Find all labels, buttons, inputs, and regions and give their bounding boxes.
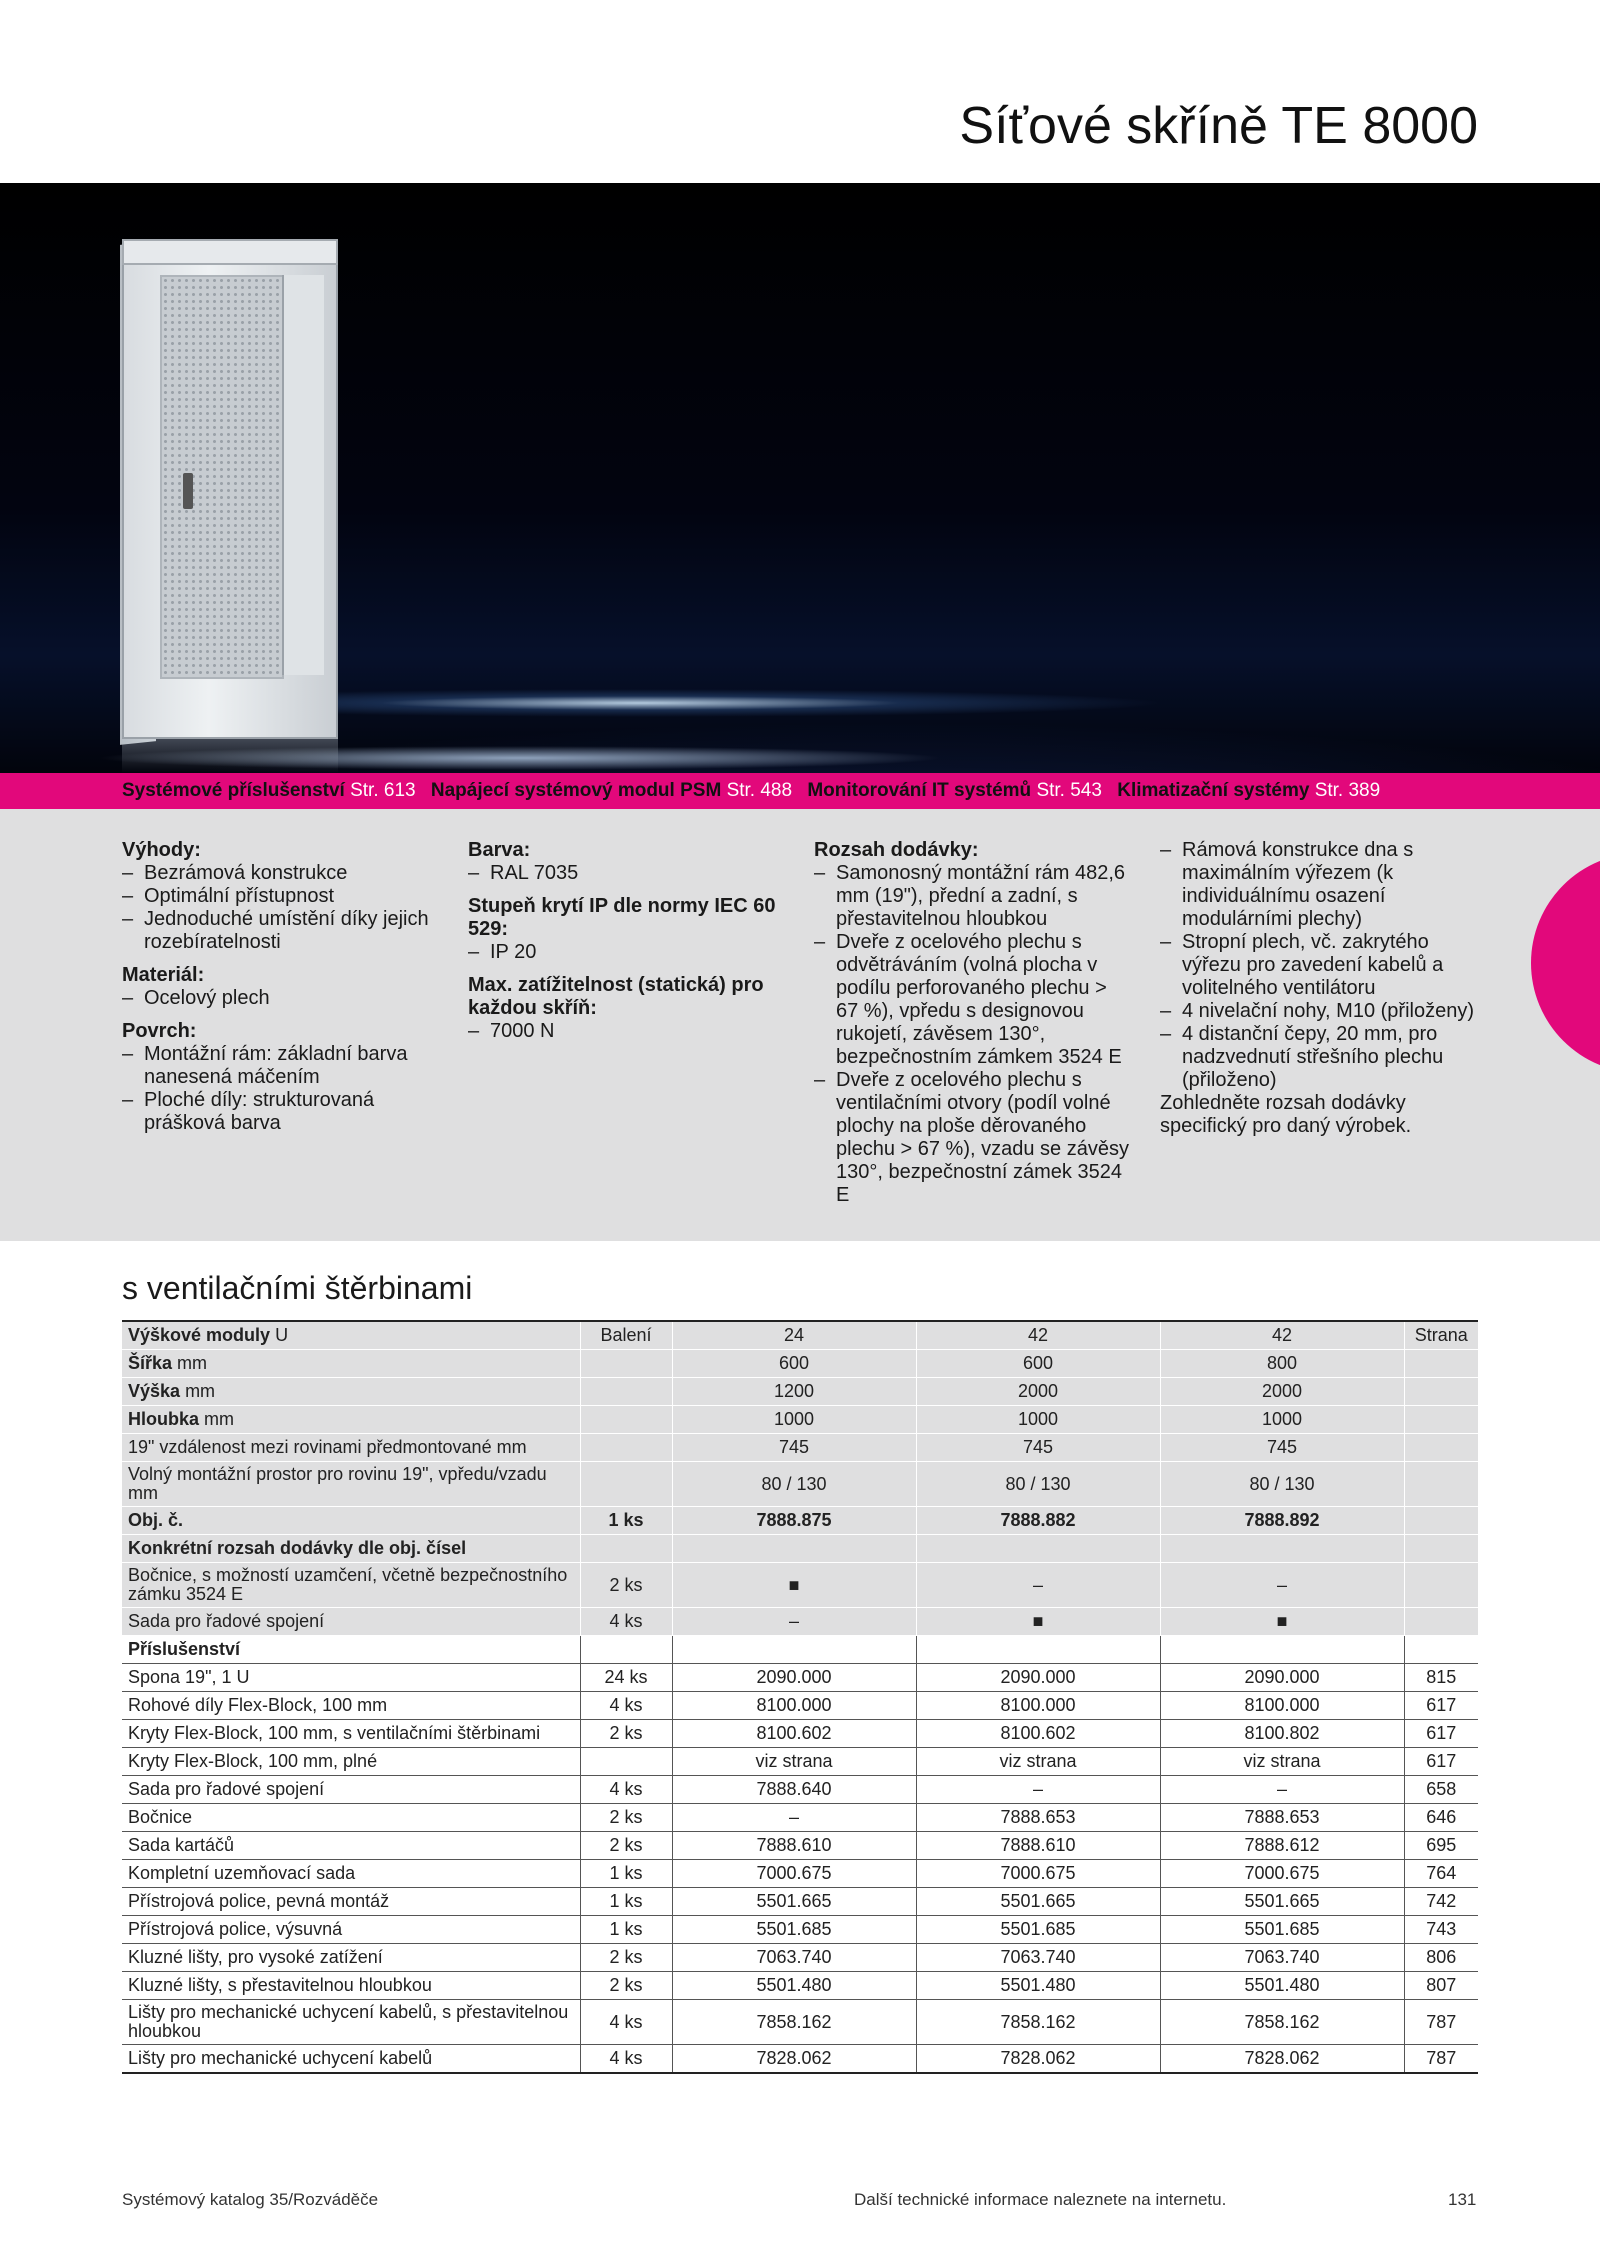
pack-cell (580, 1748, 672, 1776)
page-cell: 807 (1404, 1972, 1478, 2000)
row-label-unit: 19" vzdálenost mezi rovinami předmontované mm (128, 1437, 527, 1457)
row-label: Kryty Flex-Block, 100 mm, plné (122, 1748, 580, 1776)
pack-cell (580, 1406, 672, 1434)
table-row (122, 1860, 1478, 1888)
table-row (122, 1563, 1478, 1608)
page-cell (1404, 1462, 1478, 1507)
value-cell: 2090.000 (1160, 1664, 1404, 1692)
page-cell: 646 (1404, 1804, 1478, 1832)
value-cell: 600 (916, 1350, 1160, 1378)
section-title: s ventilačními štěrbinami (122, 1270, 473, 1306)
order-number: 7888.875 (672, 1507, 916, 1535)
table-row (122, 1434, 1478, 1462)
pack-cell: 2 ks (580, 1720, 672, 1748)
empty-cell (1404, 1636, 1478, 1664)
table-row (122, 1692, 1478, 1720)
table-row (122, 1776, 1478, 1804)
row-label: Kryty Flex-Block, 100 mm, s ventilačními štěrbinami (122, 1720, 580, 1748)
value-cell: 7828.062 (672, 2045, 916, 2074)
table-row (122, 1944, 1478, 1972)
pinkbar-link-ref[interactable]: Str. 488 (726, 780, 793, 801)
value-cell: – (672, 1608, 916, 1636)
heading-zatizitelnost: Max. zatížitelnost (statická) pro každou skříň: (468, 974, 764, 1019)
value-cell: 5501.665 (672, 1888, 916, 1916)
heading-material: Materiál: (122, 964, 205, 986)
cabinet-top (122, 239, 338, 265)
cabinet-perforated-door (160, 275, 284, 679)
value-cell: – (1160, 1563, 1404, 1608)
page-cell: 742 (1404, 1888, 1478, 1916)
pack-cell: 2 ks (580, 1972, 672, 2000)
value-cell: 7063.740 (1160, 1944, 1404, 1972)
empty-cell (1160, 1535, 1404, 1563)
value-cell: 8100.000 (1160, 1692, 1404, 1720)
value-cell: 7000.675 (916, 1860, 1160, 1888)
list-item: – IP 20 (468, 941, 778, 964)
pack-cell: 4 ks (580, 2000, 672, 2045)
list-item: – RAL 7035 (468, 862, 778, 885)
table-row (122, 1748, 1478, 1776)
pack-cell: 2 ks (580, 1832, 672, 1860)
row-label: Lišty pro mechanické uchycení kabelů, s přestavitelnou hloubkou (122, 2000, 580, 2045)
info-column-2 (468, 839, 778, 1043)
value-cell: – (916, 1776, 1160, 1804)
table-row (122, 1888, 1478, 1916)
page-cell: 658 (1404, 1776, 1478, 1804)
pack-cell: 1 ks (580, 1507, 672, 1535)
value-cell: 24 (672, 1321, 916, 1350)
value-cell: 2090.000 (672, 1664, 916, 1692)
row-label-bold: Hloubka (128, 1409, 200, 1429)
table-row (122, 1507, 1478, 1535)
page-cell: 806 (1404, 1944, 1478, 1972)
page-cell: 787 (1404, 2000, 1478, 2045)
value-cell: 600 (672, 1350, 916, 1378)
table-row (122, 1664, 1478, 1692)
page-cell: 787 (1404, 2045, 1478, 2074)
list-item: – Dveře z ocelového plechu s ventilačními otvory (podíl volné plochy na ploše děrovaného plechu > 67 %), vzadu se závěsy 130°, bezpečnostní zámek 3524 E (814, 1069, 1132, 1207)
row-label: Volný montážní prostor pro rovinu 19", vpředu/vzadu mm (122, 1462, 580, 1507)
pack-cell (580, 1350, 672, 1378)
value-cell: 7858.162 (1160, 2000, 1404, 2045)
value-cell: 2000 (1160, 1378, 1404, 1406)
value-cell: 5501.685 (672, 1916, 916, 1944)
value-cell: ■ (1160, 1608, 1404, 1636)
info-column-4 (1160, 839, 1476, 1138)
heading-rozsah: Rozsah dodávky: (814, 839, 979, 861)
order-number: 7888.882 (916, 1507, 1160, 1535)
row-label: Kluzné lišty, s přestavitelnou hloubkou (122, 1972, 580, 2000)
subsection-heading: Příslušenství (122, 1636, 580, 1664)
table-row (122, 1378, 1478, 1406)
value-cell: 7858.162 (672, 2000, 916, 2045)
pack-cell: Balení (580, 1321, 672, 1350)
value-cell: ■ (672, 1563, 916, 1608)
table-row (122, 1804, 1478, 1832)
value-cell: 8100.000 (672, 1692, 916, 1720)
value-cell: 7858.162 (916, 2000, 1160, 2045)
order-number-label: Obj. č. (122, 1507, 580, 1535)
product-table (122, 1320, 1478, 2074)
row-label: Spona 19", 1 U (122, 1664, 580, 1692)
row-label: Sada pro řadové spojení (122, 1608, 580, 1636)
value-cell: 5501.480 (672, 1972, 916, 2000)
subsection-heading: Konkrétní rozsah dodávky dle obj. čísel (122, 1535, 580, 1563)
row-label: Bočnice, s možností uzamčení, včetně bezpečnostního zámku 3524 E (122, 1563, 580, 1608)
page-cell: 617 (1404, 1748, 1478, 1776)
list-item: – Stropní plech, vč. zakrytého výřezu pro zavedení kabelů a volitelného ventilátoru (1160, 931, 1476, 1000)
pack-cell: 1 ks (580, 1860, 672, 1888)
table-row (122, 2045, 1478, 2074)
value-cell: 80 / 130 (916, 1462, 1160, 1507)
list-item: – Jednoduché umístění díky jejich rozebíratelnosti (122, 908, 442, 954)
info-column-1 (122, 839, 442, 1135)
product-hero-image (0, 183, 1600, 773)
pinkbar-link-name[interactable]: Klimatizační systémy (1117, 780, 1310, 801)
table-row (122, 1535, 1478, 1563)
value-cell: 1000 (916, 1406, 1160, 1434)
list-item: – 7000 N (468, 1020, 778, 1043)
value-cell: – (672, 1804, 916, 1832)
page-cell (1404, 1350, 1478, 1378)
value-cell: 2000 (916, 1378, 1160, 1406)
pinkbar-link-name[interactable]: Monitorování IT systémů (807, 780, 1032, 801)
value-cell: 7888.653 (1160, 1804, 1404, 1832)
value-cell: viz strana (916, 1748, 1160, 1776)
table-row (122, 1462, 1478, 1507)
table-row (122, 1321, 1478, 1350)
page-cell: 695 (1404, 1832, 1478, 1860)
heading-vyhody: Výhody: (122, 839, 201, 861)
value-cell: 7888.610 (916, 1832, 1160, 1860)
footer-catalog: Systémový katalog 35/Rozváděče (122, 2190, 379, 2209)
value-cell: 5501.480 (916, 1972, 1160, 2000)
value-cell: 5501.480 (1160, 1972, 1404, 2000)
list-item: – Optimální přístupnost (122, 885, 442, 908)
value-cell: 7063.740 (672, 1944, 916, 1972)
empty-cell (580, 1535, 672, 1563)
page-cell (1404, 1406, 1478, 1434)
page-cell: Strana (1404, 1321, 1478, 1350)
value-cell: 7828.062 (916, 2045, 1160, 2074)
page-cell: 617 (1404, 1720, 1478, 1748)
cabinet-reflection (122, 739, 338, 773)
table-row (122, 1972, 1478, 2000)
accessory-links-bar (0, 773, 1600, 809)
table-row (122, 1608, 1478, 1636)
value-cell: 7888.610 (672, 1832, 916, 1860)
value-cell: 1000 (1160, 1406, 1404, 1434)
heading-barva: Barva: (468, 839, 531, 861)
value-cell: 5501.665 (916, 1888, 1160, 1916)
row-label: Kluzné lišty, pro vysoké zatížení (122, 1944, 580, 1972)
row-label-bold: Výška (128, 1381, 181, 1401)
row-label (122, 1321, 580, 1350)
row-label-unit: mm (172, 1353, 208, 1373)
pack-cell: 4 ks (580, 1608, 672, 1636)
page-cell: 815 (1404, 1664, 1478, 1692)
footer-page-number: 131 (1448, 2190, 1477, 2209)
row-label: Rohové díly Flex-Block, 100 mm (122, 1692, 580, 1720)
pack-cell: 2 ks (580, 1804, 672, 1832)
row-label-unit: U (270, 1325, 289, 1345)
value-cell: 80 / 130 (1160, 1462, 1404, 1507)
pinkbar-link-name[interactable]: Systémové příslušenství (122, 780, 345, 801)
value-cell: 2090.000 (916, 1664, 1160, 1692)
value-cell: 7888.640 (672, 1776, 916, 1804)
pack-cell: 2 ks (580, 1944, 672, 1972)
value-cell: viz strana (1160, 1748, 1404, 1776)
value-cell: 8100.000 (916, 1692, 1160, 1720)
pack-cell: 4 ks (580, 1776, 672, 1804)
pinkbar-link-ref[interactable]: Str. 613 (350, 780, 416, 801)
table-row (122, 1350, 1478, 1378)
row-label: Přístrojová police, výsuvná (122, 1916, 580, 1944)
empty-cell (916, 1535, 1160, 1563)
value-cell: 5501.665 (1160, 1888, 1404, 1916)
table-row (122, 2000, 1478, 2045)
page-title: Síťové skříně TE 8000 (959, 97, 1478, 155)
empty-cell (1160, 1636, 1404, 1664)
row-label: Přístrojová police, pevná montáž (122, 1888, 580, 1916)
list-item: – Samonosný montážní rám 482,6 mm (19"), přední a zadní, s přestavitelnou hloubkou (814, 862, 1132, 931)
value-cell: 5501.685 (916, 1916, 1160, 1944)
value-cell: ■ (916, 1608, 1160, 1636)
table-row (122, 1636, 1478, 1664)
page-cell (1404, 1434, 1478, 1462)
value-cell: 8100.602 (672, 1720, 916, 1748)
value-cell: 800 (1160, 1350, 1404, 1378)
empty-cell (672, 1535, 916, 1563)
row-label-unit: mm (199, 1409, 235, 1429)
row-label: Sada pro řadové spojení (122, 1776, 580, 1804)
value-cell: viz strana (672, 1748, 916, 1776)
list-item: – 4 nivelační nohy, M10 (přiloženy) (1160, 1000, 1476, 1023)
page-cell (1404, 1507, 1478, 1535)
cabinet-handle (183, 473, 193, 509)
pack-cell: 1 ks (580, 1916, 672, 1944)
table-row (122, 1720, 1478, 1748)
empty-cell (1404, 1535, 1478, 1563)
value-cell: 80 / 130 (672, 1462, 916, 1507)
product-info-panel (0, 809, 1600, 1241)
page-cell (1404, 1378, 1478, 1406)
value-cell: 5501.685 (1160, 1916, 1404, 1944)
row-label-unit: mm (180, 1381, 216, 1401)
page-cell: 743 (1404, 1916, 1478, 1944)
row-label-bold: Šířka (128, 1353, 173, 1373)
value-cell: 7063.740 (916, 1944, 1160, 1972)
list-item: – Ploché díly: strukturovaná prášková barva (122, 1089, 442, 1135)
value-cell: 7828.062 (1160, 2045, 1404, 2074)
value-cell: 745 (1160, 1434, 1404, 1462)
row-label (122, 1434, 580, 1462)
list-item: – Ocelový plech (122, 987, 442, 1010)
cabinet-frame (282, 275, 324, 675)
value-cell: 1000 (672, 1406, 916, 1434)
list-item: – Montážní rám: základní barva nanesená máčením (122, 1043, 442, 1089)
footer-info: Další technické informace naleznete na internetu. (854, 2190, 1227, 2209)
delivery-note: Zohledněte rozsah dodávky specifický pro daný výrobek. (1160, 1092, 1412, 1137)
pack-cell (580, 1462, 672, 1507)
pack-cell: 4 ks (580, 1692, 672, 1720)
page-cell: 764 (1404, 1860, 1478, 1888)
row-label: Sada kartáčů (122, 1832, 580, 1860)
row-label (122, 1378, 580, 1406)
table-row (122, 1916, 1478, 1944)
value-cell: 8100.602 (916, 1720, 1160, 1748)
order-number: 7888.892 (1160, 1507, 1404, 1535)
row-label-bold: Výškové moduly (128, 1325, 271, 1345)
pinkbar-link-name[interactable]: Napájecí systémový modul PSM (430, 780, 722, 801)
list-item: – 4 distanční čepy, 20 mm, pro nadzvednutí střešního plechu (přiloženo) (1160, 1023, 1476, 1092)
empty-cell (580, 1636, 672, 1664)
table-row (122, 1406, 1478, 1434)
pack-cell (580, 1378, 672, 1406)
row-label: Bočnice (122, 1804, 580, 1832)
table-row (122, 1832, 1478, 1860)
heading-ip: Stupeň krytí IP dle normy IEC 60 529: (468, 895, 776, 940)
value-cell: 7888.653 (916, 1804, 1160, 1832)
value-cell: 7000.675 (1160, 1860, 1404, 1888)
value-cell: 42 (1160, 1321, 1404, 1350)
page-cell (1404, 1563, 1478, 1608)
pack-cell (580, 1434, 672, 1462)
value-cell: 42 (916, 1321, 1160, 1350)
pinkbar-link-ref[interactable]: Str. 543 (1036, 780, 1102, 801)
value-cell: – (1160, 1776, 1404, 1804)
empty-cell (672, 1636, 916, 1664)
pack-cell: 24 ks (580, 1664, 672, 1692)
value-cell: 7000.675 (672, 1860, 916, 1888)
value-cell: 745 (672, 1434, 916, 1462)
row-label (122, 1350, 580, 1378)
value-cell: 1200 (672, 1378, 916, 1406)
row-label: Kompletní uzemňovací sada (122, 1860, 580, 1888)
pack-cell: 4 ks (580, 2045, 672, 2074)
list-item: – Bezrámová konstrukce (122, 862, 442, 885)
value-cell: – (916, 1563, 1160, 1608)
page-cell: 617 (1404, 1692, 1478, 1720)
list-item: – Rámová konstrukce dna s maximálním výřezem (k individuálnímu osazení modulárními plechy) (1160, 839, 1476, 931)
row-label (122, 1406, 580, 1434)
pinkbar-link-ref[interactable]: Str. 389 (1314, 780, 1381, 801)
info-column-3 (814, 839, 1132, 1207)
empty-cell (916, 1636, 1160, 1664)
value-cell: 745 (916, 1434, 1160, 1462)
list-item: – Dveře z ocelového plechu s odvětráváním (volná plocha v podílu perforovaného plechu > 67 %), vpředu s designovou rukojetí, závěsem 130°, bezpečnostním zámkem 3524 E (814, 931, 1132, 1069)
pack-cell: 1 ks (580, 1888, 672, 1916)
page-cell (1404, 1608, 1478, 1636)
value-cell: 8100.802 (1160, 1720, 1404, 1748)
value-cell: 7888.612 (1160, 1832, 1404, 1860)
row-label: Lišty pro mechanické uchycení kabelů (122, 2045, 580, 2074)
heading-povrch: Povrch: (122, 1020, 197, 1042)
pack-cell: 2 ks (580, 1563, 672, 1608)
